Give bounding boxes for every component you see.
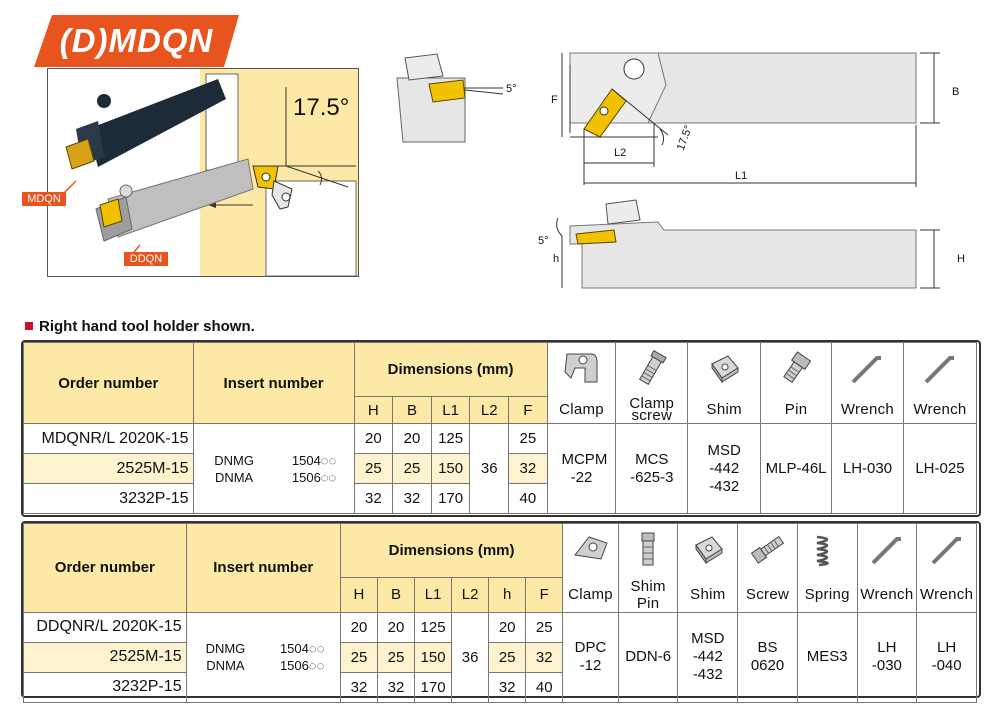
table1-l2: 36	[470, 424, 509, 514]
table2-dims-header: Dimensions (mm)	[340, 524, 562, 578]
table2-col-h: H	[340, 578, 377, 613]
table1-acc-pin: Pin	[761, 397, 832, 424]
table1-pin-value: MLP-46L	[761, 424, 832, 514]
table2-acc-clamp: Clamp	[563, 578, 619, 613]
pin-icon	[761, 343, 832, 397]
table1-acc-clamp: Clamp	[547, 397, 616, 424]
table1-col-h: H	[354, 397, 393, 424]
table1-row1-h: 20	[354, 424, 393, 454]
table2-row1-h-small: 20	[489, 612, 526, 642]
angle-label: 17.5°	[293, 94, 350, 121]
table2-row1-h: 20	[340, 612, 377, 642]
table2-col-l1: L1	[415, 578, 452, 613]
table1-row2-b: 25	[393, 454, 432, 484]
side-view-drawing	[393, 50, 523, 150]
table2-col-f: F	[526, 578, 563, 613]
shim-pin-icon	[618, 524, 678, 578]
insert-size-1504: 1504◌◌	[279, 641, 325, 656]
table1-row3-f: 40	[509, 484, 548, 514]
tag-ddqn: DDQN	[124, 252, 168, 266]
table1-col-b: B	[393, 397, 432, 424]
wrench-icon	[917, 524, 977, 578]
label-f: F	[551, 94, 558, 106]
table2-row1-f: 25	[526, 612, 563, 642]
table2	[23, 523, 977, 703]
insert-type-dnmg: DNMG	[205, 641, 246, 656]
table1-wrench2-value: LH-025	[903, 424, 976, 514]
table1-clamp-screw-value: MCS -625-3	[616, 424, 688, 514]
table1-row2-order: 2525M-15	[24, 454, 194, 484]
table2-row3-b: 32	[378, 672, 415, 702]
table1-row2-f: 32	[509, 454, 548, 484]
tag-mdqn: MDQN	[22, 192, 66, 206]
table1-acc-clamp-screw: Clamp screw	[616, 397, 688, 424]
table1-row2-l1: 150	[431, 454, 470, 484]
table1-shim-value: MSD -442 -432	[688, 424, 761, 514]
table2-row2-h: 25	[340, 642, 377, 672]
table1-acc-shim: Shim	[688, 397, 761, 424]
insert-type-dnma: DNMA	[206, 658, 245, 673]
table2-row2-l1: 150	[415, 642, 452, 672]
table2-acc-wrench-1: Wrench	[857, 578, 917, 613]
table1-row1-f: 25	[509, 424, 548, 454]
table2-acc-shim: Shim	[678, 578, 738, 613]
shim-icon	[688, 343, 761, 397]
insert-size-1504: 1504◌◌	[291, 452, 337, 468]
table2-row3-h-small: 32	[489, 672, 526, 702]
table2-insert-sizes	[264, 612, 340, 702]
side-view-angle: 5°	[506, 83, 517, 95]
screw-icon	[738, 524, 798, 578]
insert-type-dnmg: DNMG	[214, 452, 254, 468]
table2-wrench2-value: LH -040	[917, 612, 977, 702]
table2-acc-screw: Screw	[738, 578, 798, 613]
bullet-square	[25, 322, 33, 330]
table1	[23, 342, 977, 514]
table2-acc-wrench-2: Wrench	[917, 578, 977, 613]
table2-row1-b: 20	[378, 612, 415, 642]
table2-shim-value: MSD -442 -432	[678, 612, 738, 702]
table1-col-l2: L2	[470, 397, 509, 424]
label-angle-bottom: 5°	[538, 235, 549, 247]
table2-row1-l1: 125	[415, 612, 452, 642]
insert-size-1506: 1506◌◌	[291, 469, 337, 485]
table2-clamp-value: DPC -12	[563, 612, 619, 702]
table1-col-f: F	[509, 397, 548, 424]
table2-row1-order: DDQNR/L 2020K-15	[24, 612, 187, 642]
table2-wrench1-value: LH -030	[857, 612, 917, 702]
clamp-screw-icon	[616, 343, 688, 397]
label-h-small: h	[553, 253, 560, 265]
table2-col-h-small: h	[489, 578, 526, 613]
table2-screw-value: BS 0620	[738, 612, 798, 702]
table2-row2-b: 25	[378, 642, 415, 672]
table2-insert-types	[186, 612, 264, 702]
table2-insert-header: Insert number	[186, 524, 340, 613]
top-dimension-drawing	[548, 45, 968, 195]
insert-size-1506: 1506◌◌	[279, 658, 325, 673]
table1-order-header: Order number	[24, 343, 194, 424]
clamp-icon	[547, 343, 616, 397]
table2-shim-pin-value: DDN-6	[618, 612, 678, 702]
table2-acc-spring: Spring	[797, 578, 857, 613]
table2-row3-h: 32	[340, 672, 377, 702]
table2-row2-order: 2525M-15	[24, 642, 187, 672]
table1-row2-h: 25	[354, 454, 393, 484]
table2-col-l2: L2	[452, 578, 489, 613]
label-l1: L1	[735, 170, 748, 182]
spring-icon	[797, 524, 857, 578]
table2-row2-h-small: 25	[489, 642, 526, 672]
wrench-icon	[857, 524, 917, 578]
table2-row3-f: 40	[526, 672, 563, 702]
table1-row3-h: 32	[354, 484, 393, 514]
table1-insert-sizes	[275, 424, 354, 514]
table2-row3-order: 3232P-15	[24, 672, 187, 702]
table1-acc-wrench-1: Wrench	[832, 397, 904, 424]
table1-row1-order: MDQNR/L 2020K-15	[24, 424, 194, 454]
table2-row2-f: 32	[526, 642, 563, 672]
insert-type-dnma: DNMA	[214, 469, 254, 485]
clamp-icon	[563, 524, 619, 578]
table1-clamp-value: MCPM -22	[547, 424, 616, 514]
section-heading-text: Right hand tool holder shown.	[39, 318, 255, 335]
table1-row3-b: 32	[393, 484, 432, 514]
wrench-icon	[832, 343, 904, 397]
bottom-dimension-drawing	[548, 196, 968, 296]
table2-acc-shim-pin: Shim Pin	[618, 578, 678, 613]
wrench-icon	[903, 343, 976, 397]
table1-acc-wrench-2: Wrench	[903, 397, 976, 424]
page-title: (D)MDQN	[59, 22, 214, 59]
table2-spring-value: MES3	[797, 612, 857, 702]
label-angle-top: 17.5°	[674, 123, 695, 153]
table2-row3-l1: 170	[415, 672, 452, 702]
table-row	[24, 612, 977, 642]
table1-insert-header: Insert number	[193, 343, 354, 424]
table1-row1-l1: 125	[431, 424, 470, 454]
shim-icon	[678, 524, 738, 578]
label-b: B	[952, 86, 960, 98]
table1-col-l1: L1	[431, 397, 470, 424]
section-heading	[25, 318, 255, 335]
label-h-large: H	[957, 253, 965, 265]
table2-col-b: B	[378, 578, 415, 613]
table-row	[24, 424, 977, 454]
table1-row3-order: 3232P-15	[24, 484, 194, 514]
table1-dims-header: Dimensions (mm)	[354, 343, 547, 397]
label-l2: L2	[614, 147, 627, 159]
table1-row3-l1: 170	[431, 484, 470, 514]
table2-l2: 36	[452, 612, 489, 702]
table2-order-header: Order number	[24, 524, 187, 613]
table1-row1-b: 20	[393, 424, 432, 454]
table1-insert-types	[193, 424, 275, 514]
table1-wrench1-value: LH-030	[832, 424, 904, 514]
